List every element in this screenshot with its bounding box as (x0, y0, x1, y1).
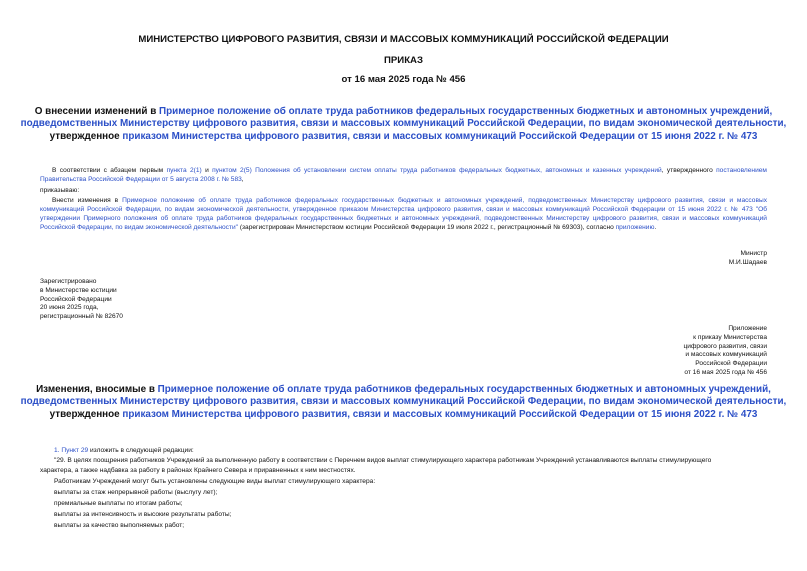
signature-name: М.И.Шадаев (728, 258, 767, 266)
preamble-link-2-5[interactable]: пунктом 2(5) Положения об установлении систем оплаты труда работников федеральных бюджетных, автономных и казенных учреждений (212, 167, 662, 174)
preamble-link-resolution[interactable]: постановлением Правительства Российской Федерации от 5 августа 2008 г. № 583 (40, 167, 767, 183)
change-item-1-link[interactable]: 1. Пункт 29 (54, 447, 89, 454)
change-text-line: "29. В целях поощрения работников Учреждений за выполненную работу в соответствии с Перечнем видов выплат стимулирующего характера работникам Учреждений устанавливаются выплаты стимулирующего (54, 457, 712, 464)
change-text-line: премиальные выплаты по итогам работы; (54, 500, 183, 507)
change-text-line: характера, а также надбавка за работу в районах Крайнего Севера и приравненных к ним местностях. (40, 467, 356, 474)
change-text-line: выплаты за интенсивность и высокие результаты работы; (54, 511, 232, 518)
amend-text-b: (зарегистрирован Министерством юстиции Российской Федерации 19 июля 2022 г., регистрационный № 69303), согласно (239, 223, 614, 231)
change-item-1-text: изложить в следующей редакции: (90, 447, 194, 454)
appendix-line: Российской Федерации (695, 360, 767, 368)
amend-text-a: Внести изменения в (52, 197, 119, 204)
title-link-order[interactable]: приказом Министерства цифрового развития, связи и массовых коммуникаций Российской Федерации от 15 июня 2022 г. № 473 (122, 130, 758, 142)
preamble-text-c: , утвержденного (661, 167, 713, 174)
registration-line: Российской Федерации (40, 295, 112, 303)
appendix-reference (684, 325, 767, 378)
changes-title-middle: утвержденное (49, 408, 120, 420)
appendix-line: от 16 мая 2025 года № 456 (684, 368, 767, 376)
change-text-line: Работникам Учреждений могут быть установлены следующие виды выплат стимулирующего характера: (54, 478, 376, 485)
registration-line: регистрационный № 82670 (40, 313, 123, 321)
doc-type-heading: ПРИКАЗ (384, 55, 423, 66)
amend-link-appendix[interactable]: приложению (615, 223, 655, 231)
change-text-line: выплаты за качество выполняемых работ; (54, 522, 185, 529)
changes-title-link-order[interactable]: приказом Министерства цифрового развития, связи и массовых коммуникаций Российской Федерации от 15 июня 2022 г. № 473 (122, 408, 758, 420)
appendix-line: и массовых коммуникаций (685, 351, 767, 359)
appendix-line: к приказу Министерства (693, 333, 767, 341)
changes-title-prefix: Изменения, вносимые в (36, 384, 155, 395)
changes-title (20, 384, 787, 421)
ministry-heading: МИНИСТЕРСТВО ЦИФРОВОГО РАЗВИТИЯ, СВЯЗИ И МАССОВЫХ КОММУНИКАЦИЙ РОССИЙСКОЙ ФЕДЕРАЦИИ (138, 34, 669, 45)
appendix-line: Приложение (728, 325, 767, 332)
title-link-regulation[interactable]: Примерное положение об оплате труда работников федеральных государственных бюджетных и автономных учреждений, подведомственных Министерству цифрового развития, связи и массовых коммуникаций Российской Федерации, по видам экономической деятельности, (20, 106, 787, 130)
signature-block (729, 250, 767, 268)
preamble-paragraph (40, 167, 767, 185)
preamble-text-a: В соответствии с абзацем первым (52, 167, 164, 174)
appendix-line: цифрового развития, связи (683, 342, 767, 350)
registration-line: 20 июня 2025 года, (40, 304, 99, 312)
title-prefix: О внесении изменений в (34, 106, 157, 117)
document-title (20, 106, 787, 143)
preamble-text-b: и (205, 167, 209, 174)
change-text-line: выплаты за стаж непрерывной работы (выслугу лет); (54, 489, 218, 496)
changes-title-link-regulation[interactable]: Примерное положение об оплате труда работников федеральных государственных бюджетных и автономных учреждений, подведомственных Министерству цифрового развития, связи и массовых коммуникаций Российской Федерации, по видам экономической деятельности, (20, 384, 787, 408)
preamble-link-2-1[interactable]: пункта 2(1) (166, 167, 202, 174)
title-middle: утвержденное (49, 130, 120, 142)
doc-date-number: от 16 мая 2025 года № 456 (341, 74, 466, 85)
registration-line: Зарегистрировано (40, 278, 97, 285)
preamble-text-d: , (241, 175, 244, 183)
change-item-1 (54, 447, 194, 456)
amend-text-c: . (654, 223, 657, 231)
amend-paragraph (40, 197, 767, 233)
signature-position: Министр (740, 250, 767, 257)
amend-link-regulation[interactable]: Примерное положение об оплате труда работников федеральных государственных бюджетных и автономных учреждений, подведомственных Министерству цифрового развития, связи и массовых коммуникаций Российской Федерации, по видам экономической деятельности, утвержденное приказом Министерства цифрового развития, связи и массовых коммуникаций Российской Федерации от 15 июня 2022 г. № 473 "Об утверждении Примерного положения об оплате труда работников федеральных государственных бюджетных и автономных учреждений, подведомственных Министерству цифрового развития, связи и массовых коммуникаций Российской Федерации, по видам экономической деятельности" (40, 197, 767, 231)
order-word: приказываю: (40, 187, 80, 194)
registration-line: в Министерстве юстиции (40, 286, 117, 294)
registration-block (40, 278, 123, 322)
